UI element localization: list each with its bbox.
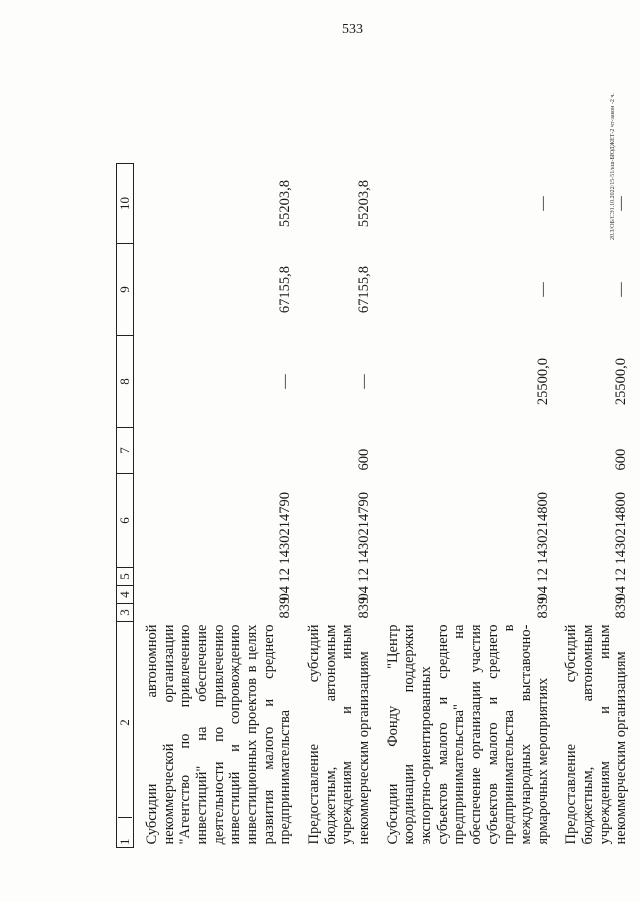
code-csr-cell: 1430214800: [613, 492, 630, 565]
table-row: [296, 68, 375, 848]
code-gr-cell: 839: [356, 596, 373, 619]
amount-col9-cell: —: [534, 282, 551, 297]
budget-table: [116, 68, 632, 849]
amount-col10-cell: 55203,8: [356, 179, 373, 228]
amount-col8-cell: 25500,0: [613, 357, 630, 406]
code-vr-cell: [134, 428, 297, 474]
header-cell: 6: [117, 474, 134, 568]
code-pr-cell: 12: [277, 568, 294, 583]
code-gr-cell: 839: [277, 596, 294, 619]
row-name-cell: Субсидии автономной некоммерческой организации "Агентство по привлечению инвестиций" на обеспечение деятельности по привлечению инвестиций и сопровождению инвестиционных проектов в целях развития малого и среднего предпринимательства: [144, 624, 294, 845]
amount-col10-cell: —: [613, 196, 630, 211]
table-header-row: [117, 68, 134, 848]
table-row: [134, 68, 297, 848]
document-code-text: 20.3/ОБ/СЭ1.10.2022/15-51/кш-БЮДЖЕТ-2 чт-закон -2 ч.: [610, 93, 616, 240]
amount-col9-cell: 67155,8: [277, 265, 294, 314]
code-gr-cell: 839: [613, 596, 630, 619]
header-cell: 9: [117, 244, 134, 336]
code-rz-cell: 04: [534, 586, 551, 601]
code-pr-cell: 12: [356, 568, 373, 583]
code-rz-cell: 04: [613, 586, 630, 601]
code-vr-cell: 600: [356, 448, 373, 471]
amount-col8-cell: —: [277, 374, 294, 389]
code-csr-cell: 1430214790: [356, 492, 373, 565]
code-csr-cell: 1430214790: [277, 492, 294, 565]
code-rz-cell: 04: [356, 586, 373, 601]
row-name-cell: Предоставление субсидий бюджетным, автономным учреждениям и иным некоммерческим организациям: [563, 624, 630, 845]
code-vr-cell: 600: [613, 448, 630, 471]
code-gr-cell: 839: [534, 596, 551, 619]
amount-col10-cell: 55203,8: [277, 179, 294, 228]
header-cell-col1: 1: [116, 838, 132, 845]
code-rz-cell: 04: [277, 586, 294, 601]
code-csr-cell: 1430214800: [534, 492, 551, 565]
row-name-cell: Субсидии Фонду "Центр координации поддержки экспортно-ориентированных субъектов малого и среднего предпринимательства" на обеспечение организации участия субъектов малого и среднего предпринимательства в международных выставочно-ярмарочных мероприятиях: [384, 624, 551, 845]
header-cell: 10: [117, 164, 134, 244]
amount-col8-cell: —: [356, 374, 373, 389]
code-pr-cell: 12: [613, 568, 630, 583]
table-row: [375, 68, 554, 848]
header-cell: [117, 622, 134, 848]
header-cell: 5: [117, 568, 134, 586]
table-row: [553, 68, 632, 848]
header-cell: 4: [117, 586, 134, 604]
code-pr-cell: 12: [534, 568, 551, 583]
header-cell: 7: [117, 428, 134, 474]
code-vr-cell: [375, 428, 554, 474]
page-number: 533: [342, 22, 363, 37]
amount-col10-cell: —: [534, 196, 551, 211]
amount-col9-cell: 67155,8: [356, 265, 373, 314]
header-cell: 3: [117, 604, 134, 622]
header-cell-col2: 2: [118, 628, 133, 819]
amount-col9-cell: —: [613, 282, 630, 297]
header-cell: 8: [117, 336, 134, 428]
amount-col8-cell: 25500,0: [534, 357, 551, 406]
row-name-cell: Предоставление субсидий бюджетным, автономным учреждениям и иным некоммерческим организациям: [306, 624, 373, 845]
